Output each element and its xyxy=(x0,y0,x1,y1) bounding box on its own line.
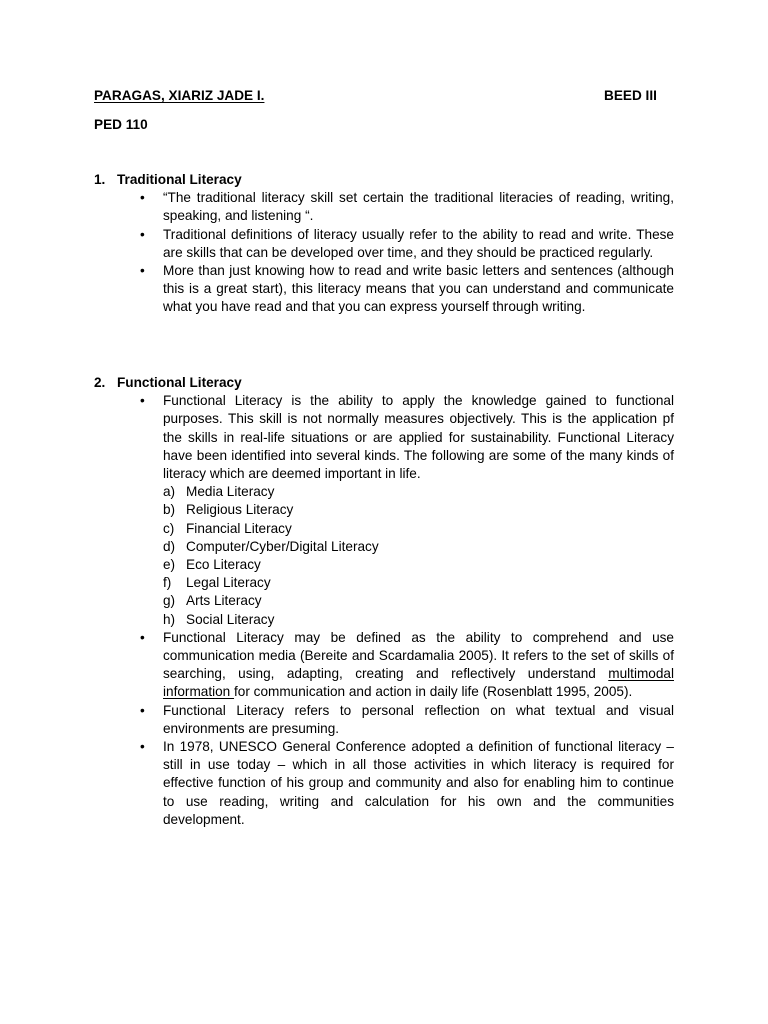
list-item: d) Computer/Cyber/Digital Literacy xyxy=(163,538,379,554)
course-label: BEED III xyxy=(604,88,657,103)
literacy-kinds-list xyxy=(163,483,674,629)
section-traditional-literacy xyxy=(94,171,674,317)
list-item: f) Legal Literacy xyxy=(163,575,271,591)
bullet-icon: • xyxy=(140,629,145,645)
subject-code: PED 110 xyxy=(94,117,148,132)
bullet-icon: • xyxy=(140,226,145,242)
bullet-icon: • xyxy=(140,190,145,206)
underlined-term: multimodal information xyxy=(163,666,674,700)
section-title: Traditional Literacy xyxy=(117,172,242,187)
bullet-icon: • xyxy=(140,738,145,754)
list-item xyxy=(94,738,674,829)
bullet-icon: • xyxy=(140,702,145,718)
bullet-list xyxy=(94,189,674,316)
student-name: PARAGAS, XIARIZ JADE I. xyxy=(94,88,265,103)
bullet-icon: • xyxy=(140,393,145,409)
section-title: Functional Literacy xyxy=(117,375,242,390)
list-item: b) Religious Literacy xyxy=(163,502,294,518)
list-item xyxy=(94,702,674,738)
bullet-text: More than just knowing how to read and write basic letters and sentences (although this is a great start), this literacy means that you can understand and communicate what you have read and that you can express yourself through writing. xyxy=(163,263,674,315)
list-item xyxy=(94,392,674,629)
bullet-icon: • xyxy=(140,263,145,278)
section-heading xyxy=(94,171,674,189)
header-line xyxy=(94,87,674,105)
section-number: 2. xyxy=(94,375,106,390)
list-item: c) Financial Literacy xyxy=(163,520,292,536)
list-item: a) Media Literacy xyxy=(163,484,275,500)
bullet-text: “The traditional literacy skill set certain the traditional literacies of reading, writing, speaking, and listening “. xyxy=(163,190,674,224)
list-item xyxy=(94,189,674,225)
bullet-text: Functional Literacy refers to personal reflection on what textual and visual environments are presuming. xyxy=(163,702,674,736)
list-item xyxy=(94,262,674,317)
list-item: g) Arts Literacy xyxy=(163,593,262,609)
section-heading xyxy=(94,374,674,392)
bullet-text: Functional Literacy may be defined as the ability to comprehend and use communication media (Bereite and Scardamalia 2005). It refers to the set of skills of searching, using, adapting, creating and reflectively understand multimodal information for communication and action in daily life (Rosenblatt 1995, 2005). xyxy=(163,629,674,700)
bullet-text: In 1978, UNESCO General Conference adopted a definition of functional literacy – still in use today – which in all those activities in which literacy is required for effective function of his group and community and also for enabling him to continue to use reading, writing and calculation for his own and the communities development. xyxy=(163,738,674,827)
bullet-list xyxy=(94,392,674,829)
section-number: 1. xyxy=(94,172,106,187)
bullet-text: Traditional definitions of literacy usually refer to the ability to read and write. These are skills that can be developed over time, and they should be practiced regularly. xyxy=(163,226,674,260)
list-item xyxy=(94,226,674,262)
bullet-text: Functional Literacy is the ability to apply the knowledge gained to functional purposes. This skill is not normally measures objectively. This is the application pf the skills in real-life situations or are applied for sustainability. Functional Literacy have been identified into several kinds. The following are some of the many kinds of literacy which are deemed important in life. xyxy=(163,393,674,481)
section-functional-literacy xyxy=(94,374,674,829)
list-item: e) Eco Literacy xyxy=(163,556,261,572)
list-item: h) Social Literacy xyxy=(163,611,275,627)
list-item xyxy=(94,629,674,702)
